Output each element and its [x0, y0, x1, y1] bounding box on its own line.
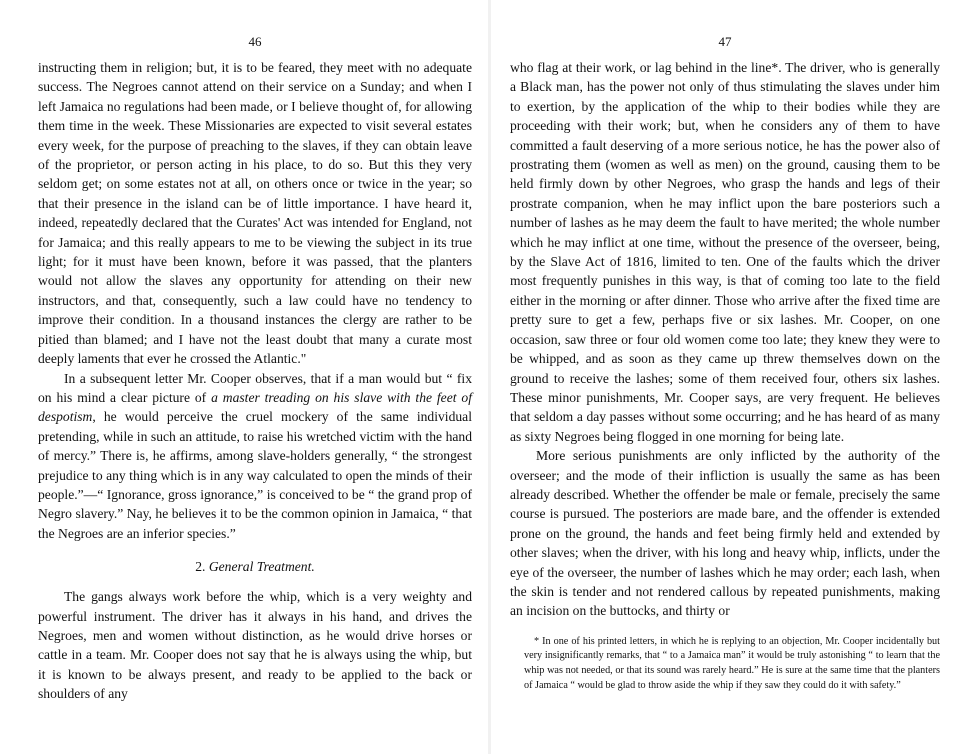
page-number-right: 47	[718, 34, 732, 49]
footnote: * In one of his printed letters, in which he is replying to an objection, Mr. Cooper incidentally but very insignificantly remarks, that “ to a Jamaica man” it would be truly astonishing “ to learn that the whip was not needed, or that its sound was rarely heard.” He is sure at the same time that the planters of Jamaica “ would be glad to throw aside the whip if they saw they could do it with safety.”	[524, 635, 940, 691]
left-paragraph-2	[38, 369, 472, 544]
right-paragraph-2: More serious punishments are only inflicted by the authority of the overseer; and the mode of their infliction is usually the same as has been already described. Whether the offender be male or female, precisely the same course is pursued. The posteriors are made bare, and the offender is extended prone on the ground, the hands and feet being firmly held and extended by other slaves; when the driver, with his long and heavy whip, inflicts, under the eye of the overseer, the number of lashes which he may order; each lash, when the skin is tender and not rendered callous by repeated punishments, making an incision on the buttocks, and thirty or	[510, 448, 940, 619]
left-paragraph-3: The gangs always work before the whip, which is a very weighty and powerful instrument. The driver has it always in his hand, and drives the Negroes, men and women without distinction, as he would drive horses or cattle in a team. Mr. Cooper does not say that he is always using the whip, but it is known to be always present, and ready to be applied to the back or shoulders of any	[38, 589, 472, 702]
left-paragraph-2-start: In a subsequent letter Mr. Cooper observes, that if a man would but “ fix on his mind a clear picture of	[38, 370, 472, 405]
section-heading-number: 2.	[195, 559, 209, 575]
left-paragraph-2-emphasis: a master treading on his slave with the feet of despotism	[38, 389, 472, 425]
page-number-left: 46	[248, 34, 262, 49]
left-paragraph-2-end: , he would perceive the cruel mockery of the same individual pretending, while in such an attitude, to raise his wretched victim with the hand of mercy.” There is, he affirms, among slave-holders generally, “ the strongest prejudice to any thing which is in any way calculated to open the minds of their people.”—“ Ignorance, gross ignorance,” is conceived to be “ the grand prop of Negro slavery.” Nay, he believes it to be the common opinion in Jamaica, “ that the Negroes are an inferior species.”	[38, 409, 472, 541]
right-paragraph-1: who flag at their work, or lag behind in the line*. The driver, who is generally a Black man, has the power not only of thus stimulating the slaves under him to exertion, by the application of the whip to their bodies while they are proceeding with their work; but, when he considers any of them to have committed a fault deserving of a more serious notice, he has the power also of prostrating them (women as well as men) on the ground, causing them to be held firmly down by other Negroes, who grasp the hands and legs of their prostrate companion, when he may inflict upon the bare posteriors such a number of lashes as he may deem the fault to have merited; the whole number which he may inflict at one time, without the presence of the overseer, being, by the Slave Act of 1816, limited to ten. One of the faults which the driver most frequently punishes in this way, is that of coming too late to the field either in the morning or after dinner. Those who arrive after the fixed time are pretty sure to get a few, perhaps five or six lashes. Mr. Cooper, on one occasion, saw three or four old women come too late; they knew they were to be whipped, and as soon as they came up threw themselves down on the ground to receive the lashes; some of them received four, others six lashes. These minor punishments, Mr. Cooper says, are very frequent. He believes that seldom a day passes without some occurring; and he has heard of as many as sixty Negroes being flogged in one morning for being late.	[510, 60, 940, 444]
right-page	[490, 0, 980, 754]
section-heading-title: General Treatment.	[208, 559, 315, 575]
section-heading	[38, 559, 472, 575]
left-paragraph-1: instructing them in religion; but, it is to be feared, they meet with no adequate success. The Negroes cannot attend on their service on a Sunday; and when I left Jamaica no regulations had been made, or I believe thought of, for allowing them time in the week. These Missionaries are expected to visit several estates every week, for the purpose of preaching to the slaves, if they can obtain leave of the proprietor, or person acting in his place, to do so. But this they very seldom get; on some estates not at all, on others once or twice in the year; so that their presence in the island can be of little importance. I have heard it, indeed, repeatedly declared that the Curates' Act was intended for England, not for Jamaica; and this really appears to me to be viewing the subject in its true light; for it must have been known, before it was passed, that the planters would not allow the slaves any opportunity for attending on their new instructors, and that, consequently, such a law could have no tendency to improve their condition. In a thousand instances the clergy are rather to be pitied than blamed; and I have not the least doubt that many a curate most deeply laments that ever he crossed the Atlantic."	[38, 60, 472, 367]
